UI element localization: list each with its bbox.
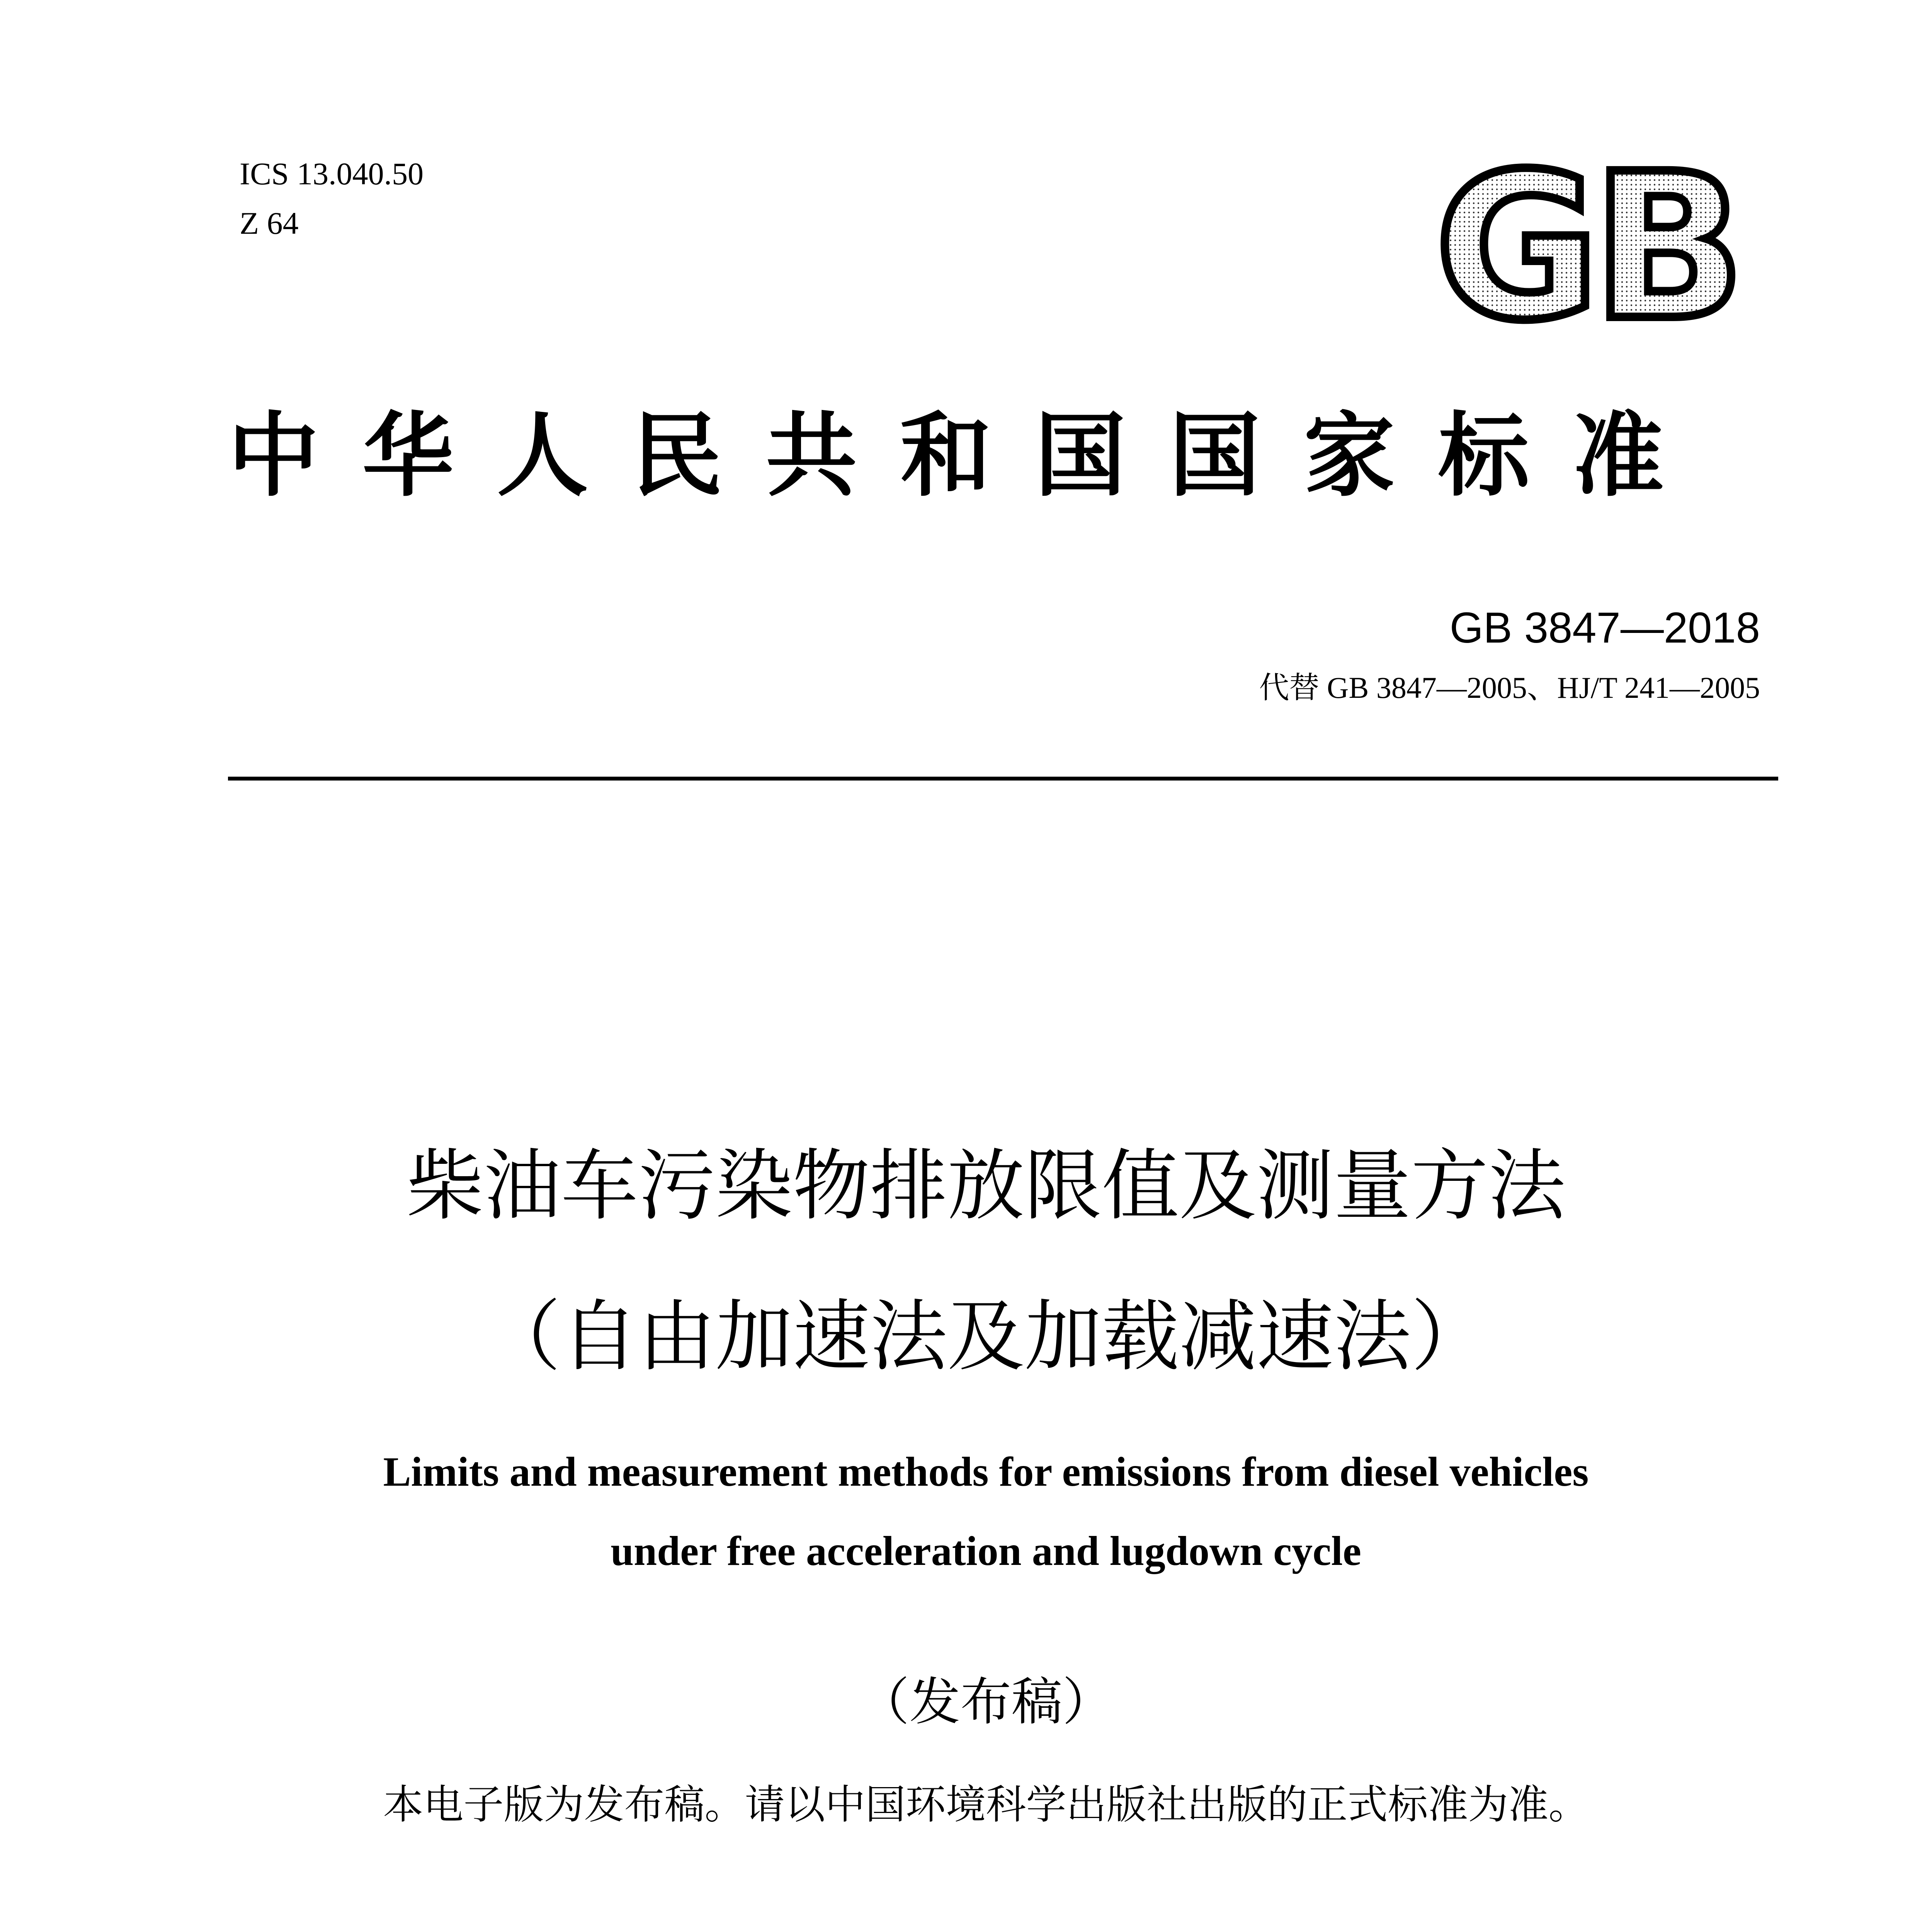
chinese-title-line-2: （自由加速法及加载减速法） bbox=[483, 1292, 1488, 1382]
chinese-title-line-1: 柴油车污染物排放限值及测量方法 bbox=[406, 1141, 1566, 1231]
top-divider bbox=[228, 777, 1778, 781]
gb-logo-text: GB bbox=[1435, 155, 1738, 348]
english-title-line-1: Limits and measurement methods for emissions from diesel vehicles bbox=[383, 1449, 1589, 1495]
replaced-standards: 代替 GB 3847—2005、HJ/T 241—2005 bbox=[1259, 671, 1760, 704]
release-draft-tag: （发布稿） bbox=[858, 1672, 1114, 1732]
ics-code: ICS 13.040.50 bbox=[240, 156, 424, 191]
ccs-code: Z 64 bbox=[240, 206, 299, 241]
standard-number: GB 3847—2018 bbox=[1449, 604, 1760, 652]
english-title-line-2: under free acceleration and lugdown cycle bbox=[611, 1528, 1361, 1574]
national-standard-heading: 中华人民共和国国家标准 bbox=[228, 403, 1708, 509]
gb-logo-icon bbox=[1406, 155, 1766, 348]
edition-notice: 本电子版为发布稿。请以中国环境科学出版社出版的正式标准为准。 bbox=[383, 1781, 1589, 1828]
